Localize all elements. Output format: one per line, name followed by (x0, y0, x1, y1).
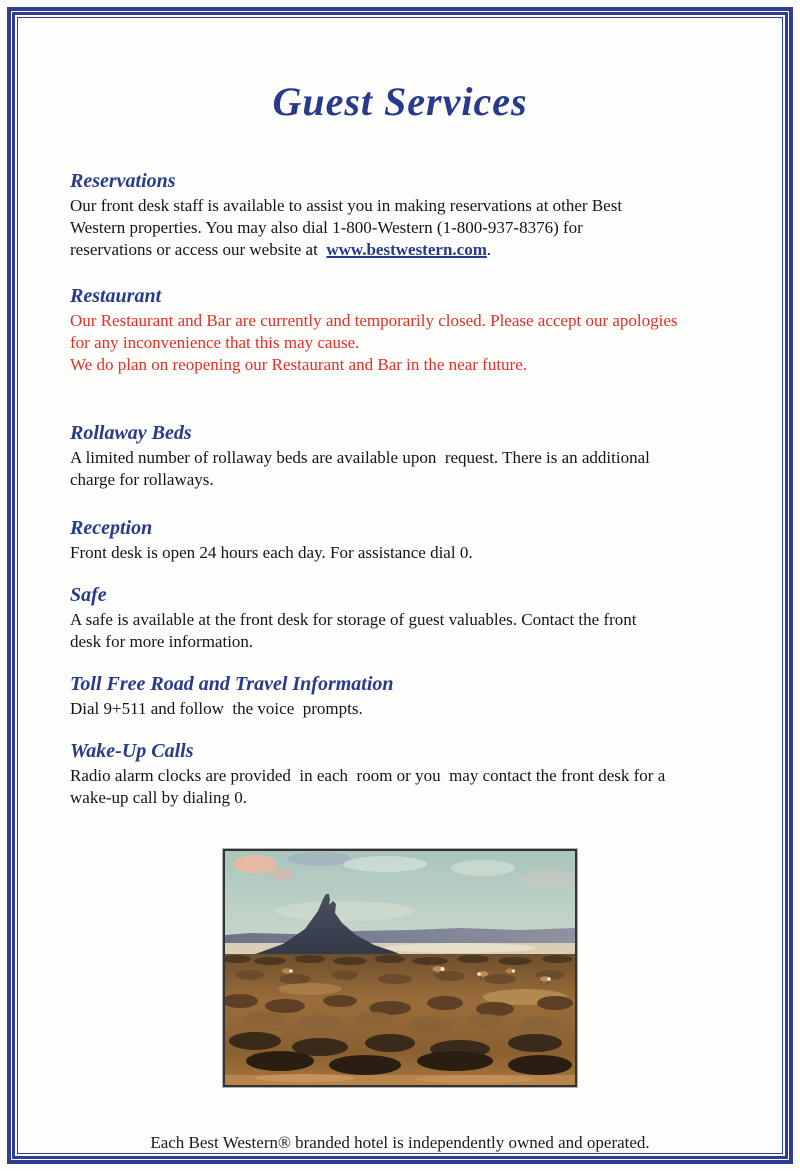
wake-up-calls-heading: Wake-Up Calls (70, 740, 194, 762)
reservations-heading: Reservations (70, 170, 176, 192)
safe-body: A safe is available at the front desk for storage of guest valuables. Contact the front desk for more information. (70, 610, 637, 651)
section-wake-up-calls (70, 740, 730, 809)
page-border-frame-inner (17, 17, 783, 1154)
restaurant-heading: Restaurant (70, 285, 162, 307)
reception-heading: Reception (70, 517, 153, 539)
toll-free-heading: Toll Free Road and Travel Information (70, 673, 394, 695)
page-border-frame-middle (12, 12, 788, 1159)
section-reception (70, 517, 730, 564)
footer-note: Each Best Western® branded hotel is independently owned and operated. (150, 1133, 650, 1152)
toll-free-body: Dial 9+511 and follow the voice prompts. (70, 699, 363, 718)
wake-up-calls-body: Radio alarm clocks are provided in each room or you may contact the front desk for a wake-up call by dialing 0. (70, 766, 666, 807)
page-title: Guest Services (272, 79, 528, 124)
reservations-body (70, 195, 730, 261)
safe-heading: Safe (70, 584, 107, 606)
section-rollaway-beds (70, 422, 730, 491)
restaurant-body: Our Restaurant and Bar are currently and temporarily closed. Please accept our apologies for any inconvenience that this may cause. We do plan on reopening our Restaurant and Bar in the near future. (70, 311, 678, 374)
reception-body: Front desk is open 24 hours each day. For assistance dial 0. (70, 543, 473, 562)
photo-brush-field (223, 954, 575, 1085)
rollaway-beds-heading: Rollaway Beds (70, 422, 192, 444)
rollaway-beds-body: A limited number of rollaway beds are available upon request. There is an additional charge for rollaways. (70, 448, 650, 489)
section-safe (70, 584, 730, 653)
page-border-frame-outer (7, 7, 793, 1164)
section-reservations (70, 170, 730, 261)
reservations-period: . (486, 240, 492, 259)
page-content (18, 78, 782, 1153)
section-toll-free (70, 673, 730, 720)
bestwestern-link[interactable]: www.bestwestern.com (326, 240, 487, 259)
reservations-text: Our front desk staff is available to assist you in making reservations at other Best Western properties. You may also dial 1-800-Western (1-800-937-8376) for reservations or access our website at (70, 196, 623, 259)
section-restaurant (70, 285, 730, 376)
landscape-photo (223, 849, 577, 1087)
